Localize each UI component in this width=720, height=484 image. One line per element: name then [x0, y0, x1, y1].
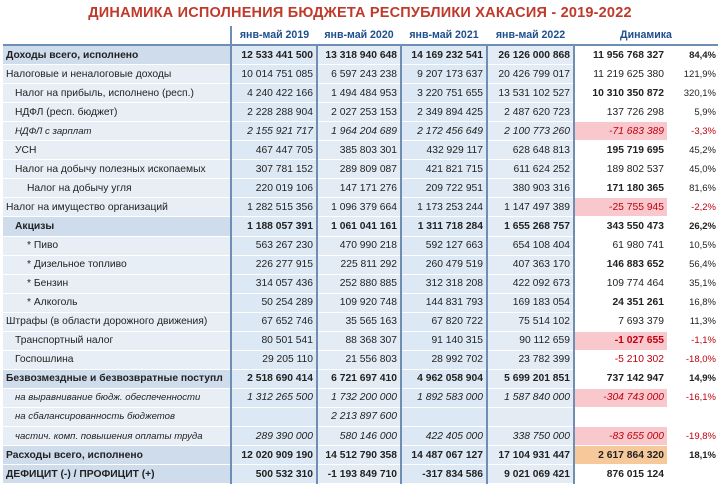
- table-row: [3, 179, 718, 198]
- cell-value: -1 193 849 710: [317, 465, 401, 484]
- row-label: ДЕФИЦИТ (-) / ПРОФИЦИТ (+): [3, 465, 231, 484]
- dynamics-value: 171 180 365: [574, 179, 667, 198]
- dynamics-value: -5 210 302: [574, 350, 667, 369]
- dynamics-percent: 26,2%: [667, 217, 718, 236]
- dynamics-value: -71 683 389: [574, 122, 667, 141]
- cell-value: 67 652 746: [231, 312, 317, 331]
- cell-value: 307 781 152: [231, 160, 317, 179]
- cell-value: 12 020 909 190: [231, 446, 317, 465]
- header-dynamics: Динамика: [574, 26, 718, 45]
- row-label: * Алкоголь: [3, 293, 231, 312]
- cell-value: 1 147 497 389: [487, 198, 574, 217]
- cell-value: 289 390 000: [231, 426, 317, 445]
- cell-value: 563 267 230: [231, 236, 317, 255]
- row-label: УСН: [3, 141, 231, 160]
- table-row: [3, 141, 718, 160]
- dynamics-value: 137 726 298: [574, 103, 667, 122]
- cell-value: 14 169 232 541: [401, 45, 487, 65]
- row-label: Налог на прибыль, исполнено (респ.): [3, 84, 231, 103]
- row-label: Безвозмездные и безвозвратные поступл: [3, 369, 231, 388]
- cell-value: 467 447 705: [231, 141, 317, 160]
- row-label: Доходы всего, исполнено: [3, 45, 231, 65]
- cell-value: 1 964 204 689: [317, 122, 401, 141]
- cell-value: 260 479 519: [401, 255, 487, 274]
- cell-value: 2 487 620 723: [487, 103, 574, 122]
- cell-value: 1 096 379 664: [317, 198, 401, 217]
- table-row: [3, 350, 718, 369]
- row-label: * Дизельное топливо: [3, 255, 231, 274]
- cell-value: 2 349 894 425: [401, 103, 487, 122]
- dynamics-percent: 81,6%: [667, 179, 718, 198]
- cell-value: 312 318 208: [401, 274, 487, 293]
- dynamics-value: 10 310 350 872: [574, 84, 667, 103]
- cell-value: 1 587 840 000: [487, 388, 574, 407]
- cell-value: 422 092 673: [487, 274, 574, 293]
- page-title: ДИНАМИКА ИСПОЛНЕНИЯ БЮДЖЕТА РЕСПУБЛИКИ ХАКАСИЯ - 2019-2022: [88, 5, 632, 21]
- cell-value: 17 104 931 447: [487, 446, 574, 465]
- cell-value: 26 126 000 868: [487, 45, 574, 65]
- cell-value: 147 171 276: [317, 179, 401, 198]
- cell-value: 2 213 897 600: [317, 407, 401, 426]
- cell-value: 28 992 702: [401, 350, 487, 369]
- table-row: [3, 369, 718, 388]
- cell-value: 252 880 885: [317, 274, 401, 293]
- header-2019: янв-май 2019: [231, 26, 317, 45]
- cell-value: 1 312 265 500: [231, 388, 317, 407]
- dynamics-percent: -18,0%: [667, 350, 718, 369]
- dynamics-percent: 11,3%: [667, 312, 718, 331]
- dynamics-value: 343 550 473: [574, 217, 667, 236]
- cell-value: 628 648 813: [487, 141, 574, 160]
- cell-value: 9 021 069 421: [487, 465, 574, 484]
- cell-value: 109 920 748: [317, 293, 401, 312]
- cell-value: 14 512 790 358: [317, 446, 401, 465]
- cell-value: 2 518 690 414: [231, 369, 317, 388]
- cell-value: 338 750 000: [487, 426, 574, 445]
- cell-value: 6 721 697 410: [317, 369, 401, 388]
- cell-value: 35 565 163: [317, 312, 401, 331]
- cell-value: 2 155 921 717: [231, 122, 317, 141]
- cell-value: 592 127 663: [401, 236, 487, 255]
- dynamics-percent: 45,2%: [667, 141, 718, 160]
- cell-value: [231, 407, 317, 426]
- dynamics-percent: 45,0%: [667, 160, 718, 179]
- cell-value: 5 699 201 851: [487, 369, 574, 388]
- cell-value: 88 368 307: [317, 331, 401, 350]
- table-row: [3, 103, 718, 122]
- dynamics-percent: -1,1%: [667, 331, 718, 350]
- cell-value: 654 108 404: [487, 236, 574, 255]
- dynamics-value: 11 956 768 327: [574, 45, 667, 65]
- table-row: [3, 312, 718, 331]
- dynamics-value: 11 219 625 380: [574, 65, 667, 84]
- dynamics-percent: [667, 407, 718, 426]
- dynamics-value: 24 351 261: [574, 293, 667, 312]
- cell-value: 1 732 200 000: [317, 388, 401, 407]
- dynamics-percent: 18,1%: [667, 446, 718, 465]
- dynamics-value: -304 743 000: [574, 388, 667, 407]
- cell-value: 500 532 310: [231, 465, 317, 484]
- cell-value: 1 282 515 356: [231, 198, 317, 217]
- cell-value: 289 809 087: [317, 160, 401, 179]
- cell-value: 29 205 110: [231, 350, 317, 369]
- dynamics-value: [574, 407, 667, 426]
- dynamics-value: 2 617 864 320: [574, 446, 667, 465]
- dynamics-percent: 16,8%: [667, 293, 718, 312]
- header-row: [3, 26, 718, 45]
- cell-value: 225 811 292: [317, 255, 401, 274]
- dynamics-percent: 121,9%: [667, 65, 718, 84]
- row-label: Налог на добычу полезных ископаемых: [3, 160, 231, 179]
- cell-value: 580 146 000: [317, 426, 401, 445]
- header-2021: янв-май 2021: [401, 26, 487, 45]
- dynamics-value: -25 755 945: [574, 198, 667, 217]
- cell-value: 1 892 583 000: [401, 388, 487, 407]
- row-label: * Пиво: [3, 236, 231, 255]
- table-row: [3, 236, 718, 255]
- cell-value: [487, 407, 574, 426]
- cell-value: [401, 407, 487, 426]
- table-row: [3, 160, 718, 179]
- cell-value: 14 487 067 127: [401, 446, 487, 465]
- dynamics-value: 7 693 379: [574, 312, 667, 331]
- cell-value: 422 405 000: [401, 426, 487, 445]
- cell-value: 10 014 751 085: [231, 65, 317, 84]
- header-blank: [3, 26, 231, 45]
- row-label: на выравнивание бюдж. обеспеченности: [3, 388, 231, 407]
- table-row: [3, 407, 718, 426]
- row-label: частич. комп. повышения оплаты труда: [3, 426, 231, 445]
- cell-value: 314 057 436: [231, 274, 317, 293]
- dynamics-value: -83 655 000: [574, 426, 667, 445]
- cell-value: 432 929 117: [401, 141, 487, 160]
- cell-value: 470 990 218: [317, 236, 401, 255]
- dynamics-percent: -19,8%: [667, 426, 718, 445]
- cell-value: 90 112 659: [487, 331, 574, 350]
- cell-value: 1 188 057 391: [231, 217, 317, 236]
- dynamics-percent: -16,1%: [667, 388, 718, 407]
- cell-value: 50 254 289: [231, 293, 317, 312]
- header-2020: янв-май 2020: [317, 26, 401, 45]
- cell-value: 226 277 915: [231, 255, 317, 274]
- cell-value: 209 722 951: [401, 179, 487, 198]
- dynamics-percent: 84,4%: [667, 45, 718, 65]
- cell-value: 2 228 288 904: [231, 103, 317, 122]
- row-label: Расходы всего, исполнено: [3, 446, 231, 465]
- dynamics-value: 876 015 124: [574, 465, 667, 484]
- cell-value: 1 311 718 284: [401, 217, 487, 236]
- cell-value: 2 100 773 260: [487, 122, 574, 141]
- table-row: [3, 293, 718, 312]
- cell-value: 4 240 422 166: [231, 84, 317, 103]
- dynamics-percent: 14,9%: [667, 369, 718, 388]
- table-row: [3, 446, 718, 465]
- table-row: [3, 217, 718, 236]
- table-row: [3, 388, 718, 407]
- cell-value: 169 183 054: [487, 293, 574, 312]
- dynamics-value: 189 802 537: [574, 160, 667, 179]
- cell-value: 1 494 484 953: [317, 84, 401, 103]
- row-label: НДФЛ (респ. бюджет): [3, 103, 231, 122]
- cell-value: -317 834 586: [401, 465, 487, 484]
- dynamics-percent: -3,3%: [667, 122, 718, 141]
- dynamics-percent: [667, 465, 718, 484]
- row-label: Налог на имущество организаций: [3, 198, 231, 217]
- cell-value: 2 172 456 649: [401, 122, 487, 141]
- row-label: Штрафы (в области дорожного движения): [3, 312, 231, 331]
- table-row: [3, 426, 718, 445]
- table-row: [3, 122, 718, 141]
- table-row: [3, 84, 718, 103]
- cell-value: 23 782 399: [487, 350, 574, 369]
- table-row: [3, 465, 718, 484]
- row-label: Транспортный налог: [3, 331, 231, 350]
- table-row: [3, 45, 718, 65]
- header-2022: янв-май 2022: [487, 26, 574, 45]
- cell-value: 80 501 541: [231, 331, 317, 350]
- row-label: Госпошлина: [3, 350, 231, 369]
- dynamics-value: 737 142 947: [574, 369, 667, 388]
- dynamics-percent: 5,9%: [667, 103, 718, 122]
- dynamics-percent: 10,5%: [667, 236, 718, 255]
- cell-value: 6 597 243 238: [317, 65, 401, 84]
- cell-value: 13 531 102 527: [487, 84, 574, 103]
- dynamics-value: 195 719 695: [574, 141, 667, 160]
- row-label: Налог на добычу угля: [3, 179, 231, 198]
- dynamics-value: 109 774 464: [574, 274, 667, 293]
- table-row: [3, 274, 718, 293]
- cell-value: 9 207 173 637: [401, 65, 487, 84]
- cell-value: 220 019 106: [231, 179, 317, 198]
- dynamics-percent: 56,4%: [667, 255, 718, 274]
- cell-value: 385 803 301: [317, 141, 401, 160]
- table-row: [3, 65, 718, 84]
- row-label: НДФЛ с зарплат: [3, 122, 231, 141]
- budget-table: [3, 26, 718, 484]
- cell-value: 20 426 799 017: [487, 65, 574, 84]
- cell-value: 144 831 793: [401, 293, 487, 312]
- cell-value: 407 363 170: [487, 255, 574, 274]
- table-row: [3, 255, 718, 274]
- cell-value: 1 173 253 244: [401, 198, 487, 217]
- table-row: [3, 331, 718, 350]
- row-label: * Бензин: [3, 274, 231, 293]
- cell-value: 1 655 268 757: [487, 217, 574, 236]
- cell-value: 75 514 102: [487, 312, 574, 331]
- cell-value: 67 820 722: [401, 312, 487, 331]
- cell-value: 380 903 316: [487, 179, 574, 198]
- dynamics-value: 146 883 652: [574, 255, 667, 274]
- dynamics-percent: 320,1%: [667, 84, 718, 103]
- dynamics-value: -1 027 655: [574, 331, 667, 350]
- row-label: Налоговые и неналоговые доходы: [3, 65, 231, 84]
- dynamics-percent: -2,2%: [667, 198, 718, 217]
- cell-value: 1 061 041 161: [317, 217, 401, 236]
- cell-value: 611 624 252: [487, 160, 574, 179]
- cell-value: 421 821 715: [401, 160, 487, 179]
- cell-value: 12 533 441 500: [231, 45, 317, 65]
- row-label: на сбалансированность бюджетов: [3, 407, 231, 426]
- cell-value: 2 027 253 153: [317, 103, 401, 122]
- cell-value: 3 220 751 655: [401, 84, 487, 103]
- cell-value: 21 556 803: [317, 350, 401, 369]
- cell-value: 4 962 058 904: [401, 369, 487, 388]
- table-row: [3, 198, 718, 217]
- row-label: Акцизы: [3, 217, 231, 236]
- cell-value: 13 318 940 648: [317, 45, 401, 65]
- cell-value: 91 140 315: [401, 331, 487, 350]
- dynamics-value: 61 980 741: [574, 236, 667, 255]
- dynamics-percent: 35,1%: [667, 274, 718, 293]
